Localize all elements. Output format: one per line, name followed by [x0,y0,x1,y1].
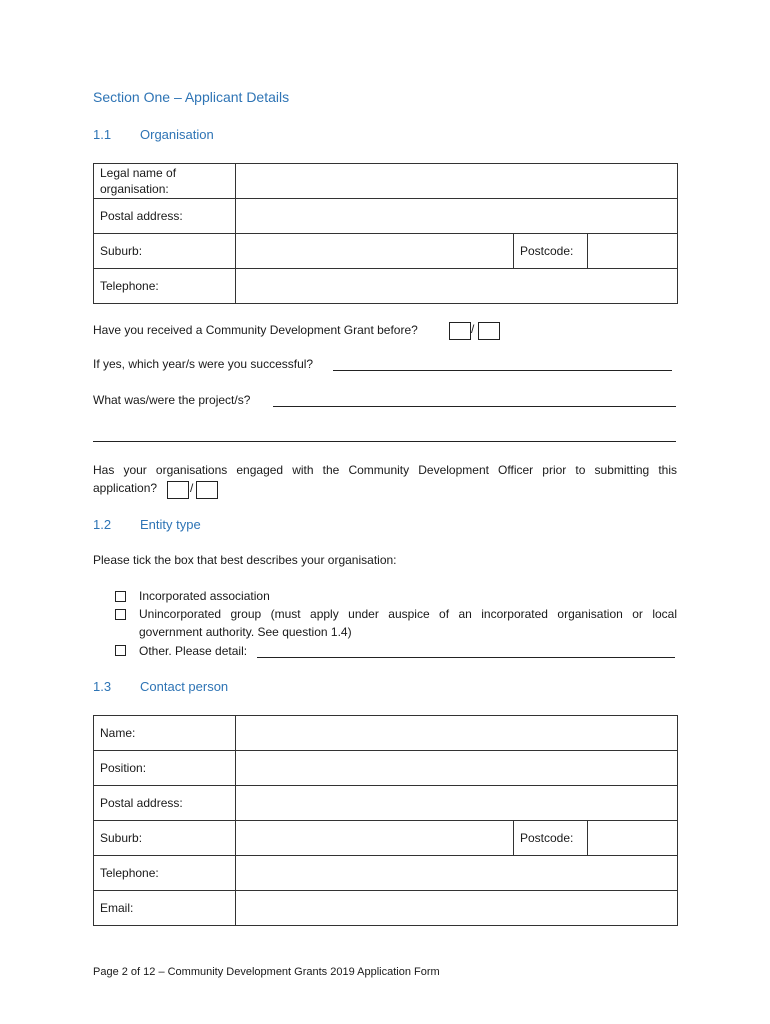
contact-table [93,715,678,926]
contact-postal-label: Postal address: [94,786,236,821]
subsection-title-entity-type: Entity type [140,517,201,532]
tick-prompt: Please tick the box that best describes your organisation: [93,553,397,567]
incorporated-label: Incorporated association [139,589,270,603]
section-title: Section One – Applicant Details [93,89,290,105]
contact-postcode-field[interactable] [588,821,678,856]
question-engaged-line1: Has your organisations engaged with the Community Development Officer prior to submitting this [93,463,677,477]
question-which-year: If yes, which year/s were you successful? [93,357,314,371]
contact-postal-field[interactable] [236,786,678,821]
project-answer-line-2[interactable] [93,441,676,442]
engaged-yes-box[interactable] [167,481,189,499]
contact-position-label: Position: [94,751,236,786]
suburb-field[interactable] [236,234,514,269]
other-label: Other. Please detail: [139,644,248,658]
question-project: What was/were the project/s? [93,393,251,407]
postal-address-field[interactable] [236,199,678,234]
contact-suburb-field[interactable] [236,821,514,856]
postal-address-label: Postal address: [94,199,236,234]
received-yes-box[interactable] [449,322,471,340]
other-detail-line[interactable] [257,657,675,658]
project-answer-line[interactable] [273,406,676,407]
contact-position-field[interactable] [236,751,678,786]
contact-postcode-label: Postcode: [514,821,588,856]
contact-email-field[interactable] [236,891,678,926]
slash-separator-2: / [190,481,194,495]
which-year-answer-line[interactable] [333,370,672,371]
received-no-box[interactable] [478,322,500,340]
engaged-no-box[interactable] [196,481,218,499]
suburb-label: Suburb: [94,234,236,269]
unincorporated-label-line2: government authority. See question 1.4) [139,625,352,639]
contact-name-field[interactable] [236,716,678,751]
subsection-number-1-1: 1.1 [93,127,112,142]
contact-email-label: Email: [94,891,236,926]
slash-separator: / [471,322,475,336]
contact-suburb-label: Suburb: [94,821,236,856]
contact-telephone-field[interactable] [236,856,678,891]
contact-telephone-label: Telephone: [94,856,236,891]
question-received-before: Have you received a Community Development Grant before? [93,323,418,337]
incorporated-checkbox[interactable] [115,591,126,602]
postcode-field[interactable] [588,234,678,269]
organisation-table [93,163,678,304]
subsection-number-1-3: 1.3 [93,679,112,694]
subsection-title-contact-person: Contact person [140,679,229,694]
legal-name-field[interactable] [236,164,678,199]
unincorporated-label-line1: Unincorporated group (must apply under auspice of an incorporated organisation or local [139,607,677,621]
subsection-number-1-2: 1.2 [93,517,112,532]
telephone-label: Telephone: [94,269,236,304]
subsection-title-organisation: Organisation [140,127,214,142]
postcode-label: Postcode: [514,234,588,269]
contact-name-label: Name: [94,716,236,751]
page-footer: Page 2 of 12 – Community Development Grants 2019 Application Form [93,966,440,978]
unincorporated-checkbox[interactable] [115,609,126,620]
other-checkbox[interactable] [115,645,126,656]
telephone-field[interactable] [236,269,678,304]
question-engaged-line2: application? [93,481,158,495]
legal-name-label: Legal name of organisation: [94,164,236,199]
